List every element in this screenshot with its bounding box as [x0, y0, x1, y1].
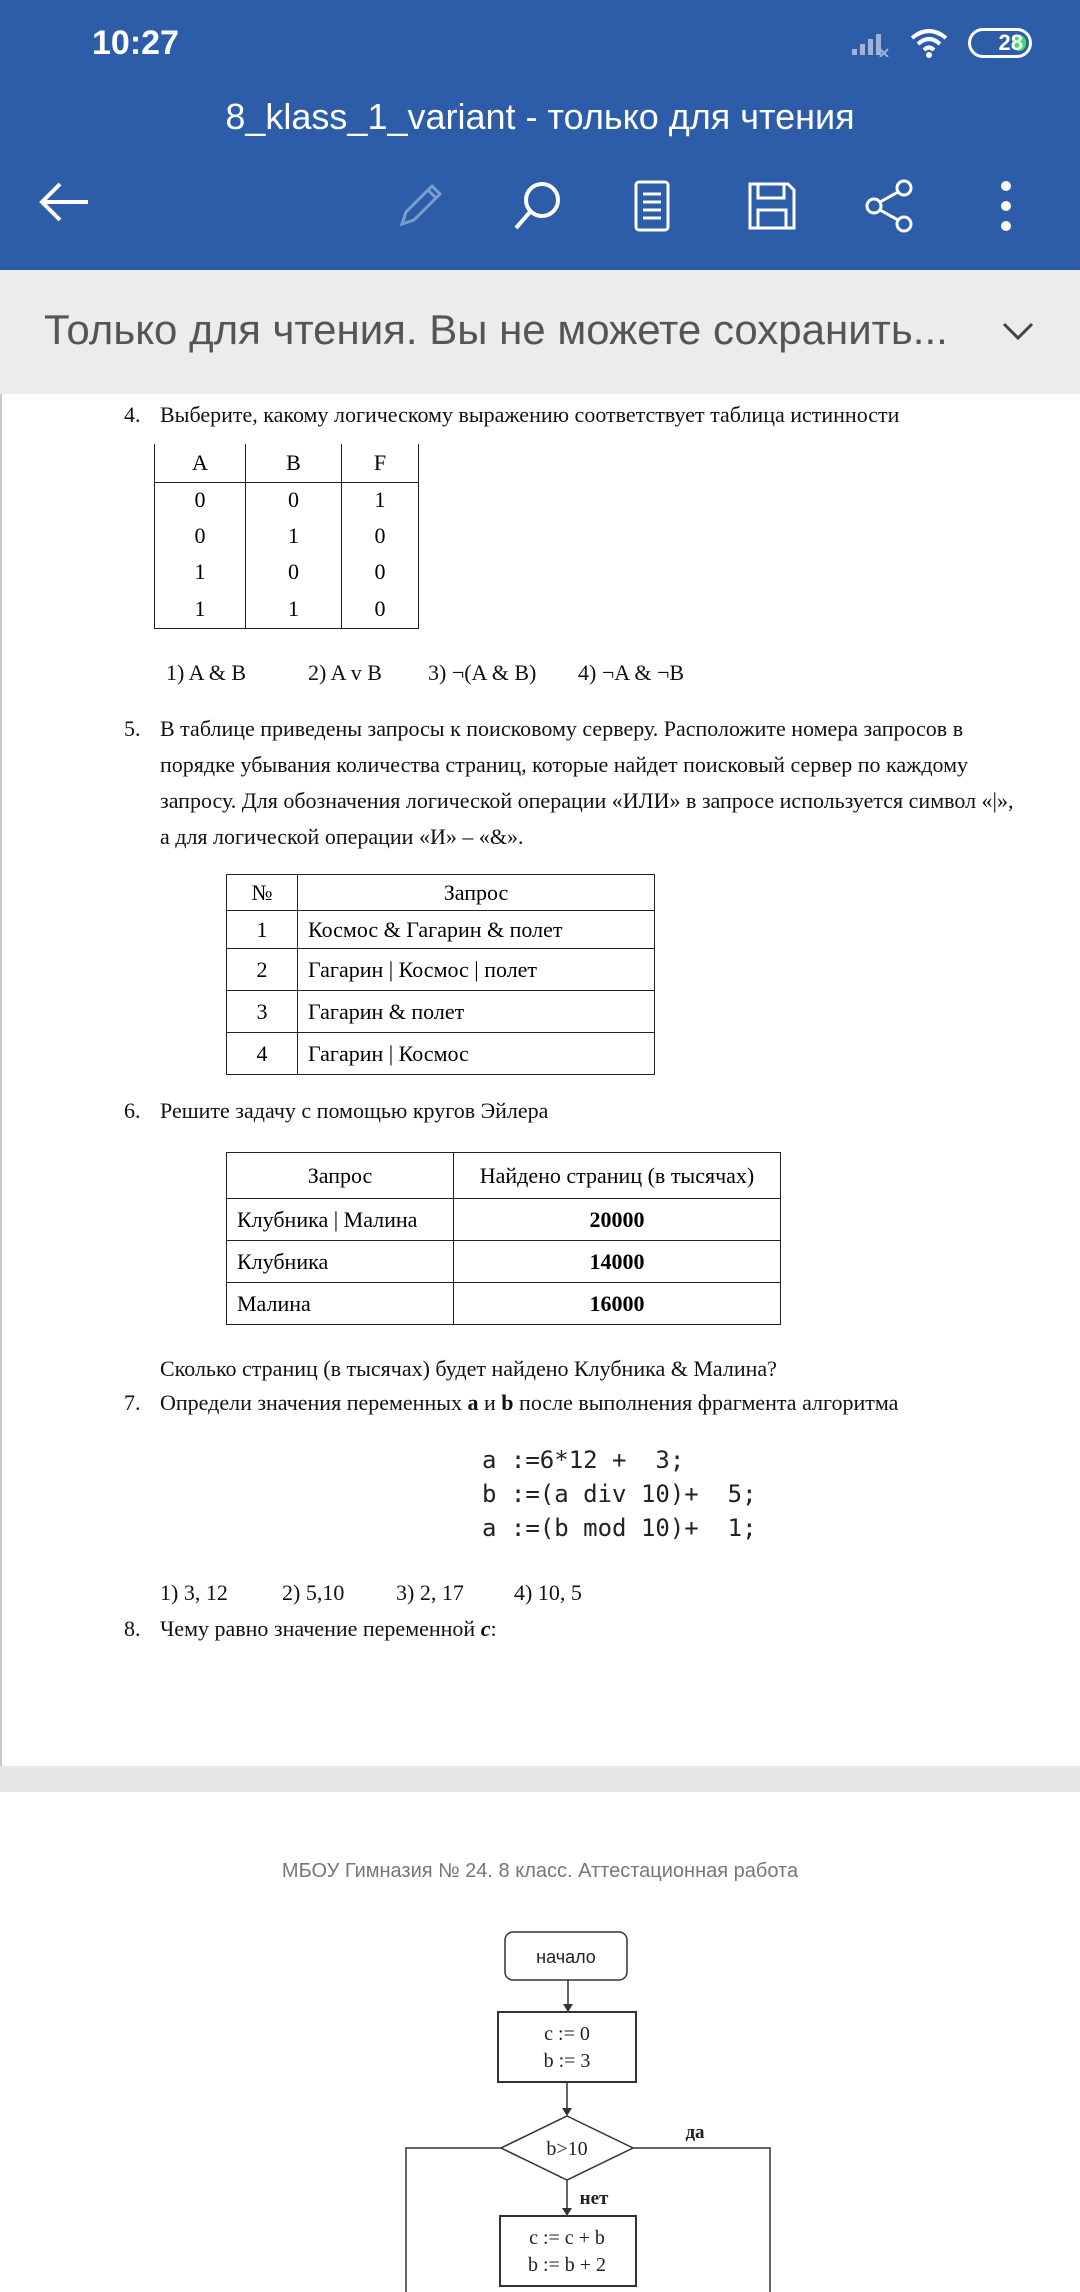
flow-no-label: нет [579, 2188, 609, 2209]
q7-text-mid: и [478, 1390, 502, 1415]
flow-start-text: начало [536, 1947, 596, 1967]
q4-truth-table [154, 444, 419, 629]
page-header-note: МБОУ Гимназия № 24. 8 класс. Аттестационная работа [281, 1860, 799, 1882]
q5-text-line: а для логической операции «И» – «&». [160, 824, 524, 849]
save-icon[interactable] [744, 178, 800, 234]
status-icons [850, 28, 1032, 58]
chevron-down-icon[interactable] [1000, 314, 1036, 350]
q6-table-cell: Малина [227, 1283, 454, 1325]
truth-table-cell: 0 [342, 554, 419, 590]
q5-table-cell: 2 [227, 949, 298, 991]
read-only-banner[interactable] [0, 270, 1080, 394]
truth-table-header: A [155, 444, 246, 482]
q6-table-cell: 16000 [454, 1283, 781, 1325]
q6-number: 6. [124, 1098, 141, 1123]
q6-table-cell: 14000 [454, 1241, 781, 1283]
flowchart [0, 1792, 1080, 2292]
status-time: 10:27 [92, 24, 179, 62]
q6-text: Решите задачу с помощью кругов Эйлера [160, 1098, 549, 1123]
q5-table-cell: 4 [227, 1033, 298, 1075]
truth-table-cell: 0 [342, 590, 419, 628]
back-arrow-icon[interactable] [36, 178, 92, 226]
flow-body-text: c := c + b [529, 2227, 605, 2249]
pencil-icon[interactable] [392, 178, 448, 234]
document-page [0, 394, 1080, 1766]
battery-indicator [968, 28, 1032, 58]
q7-answer: 3) 2, 17 [396, 1580, 464, 1605]
document-page-2 [0, 1792, 1080, 2292]
truth-table-header: B [246, 444, 342, 482]
q7-text-pre: Определи значения переменных [160, 1390, 468, 1415]
q8-text-tail: : [490, 1616, 497, 1641]
q6-table-header: Найдено страниц (в тысячах) [454, 1153, 781, 1199]
q6-table-cell: Клубника [227, 1241, 454, 1283]
truth-table-cell: 0 [246, 482, 342, 518]
app-bar [0, 0, 1080, 270]
q4-answer: 1) A & B [166, 660, 247, 685]
q6-question: Сколько страниц (в тысячах) будет найдено Клубника & Малина? [160, 1356, 777, 1381]
q5-table-header: № [227, 875, 298, 911]
flow-init-text: c := 0 [544, 2023, 590, 2045]
truth-table-cell: 0 [246, 554, 342, 590]
truth-table-cell: 1 [246, 518, 342, 554]
flow-init-text: b := 3 [543, 2050, 591, 2072]
truth-table-cell: 1 [342, 482, 419, 518]
flow-yes-label: да [685, 2122, 705, 2143]
truth-table-cell: 0 [155, 518, 246, 554]
q6-query-table [226, 1152, 781, 1325]
signal-icon [850, 29, 890, 57]
q6-table-cell: Клубника | Малина [227, 1199, 454, 1241]
q7-answer: 4) 10, 5 [514, 1580, 582, 1605]
q6-table-cell: 20000 [454, 1199, 781, 1241]
q5-text-line: запросу. Для обозначения логической операции «ИЛИ» в запросе используется символ «|», [160, 788, 1014, 813]
truth-table-cell: 1 [246, 590, 342, 628]
truth-table-cell: 1 [155, 590, 246, 628]
share-icon[interactable] [862, 178, 918, 234]
q5-table-header: Запрос [298, 875, 655, 911]
q7-text-post: после выполнения фрагмента алгоритма [513, 1390, 899, 1415]
wifi-icon [910, 28, 948, 58]
flow-condition-text: b>10 [546, 2138, 588, 2160]
truth-table-header: F [342, 444, 419, 482]
q7-answer: 2) 5,10 [282, 1580, 345, 1605]
q5-text-line: порядке убывания количества страниц, которые найдет поисковый сервер по каждому [160, 752, 969, 777]
reading-view-icon[interactable] [632, 178, 672, 234]
battery-level: 28 [998, 30, 1023, 55]
q8-var: c [480, 1616, 491, 1641]
q8-number: 8. [124, 1616, 141, 1641]
q5-table-cell: Гагарин & полет [298, 991, 655, 1033]
q5-text-line: В таблице приведены запросы к поисковому серверу. Расположите номера запросов в [160, 716, 964, 741]
q7-code-line: a :=(b mod 10)+ 1; [482, 1514, 757, 1542]
q7-var-b: b [501, 1390, 514, 1415]
q5-table-cell: Космос & Гагарин & полет [298, 911, 655, 949]
q4-answer: 2) A v B [308, 660, 382, 685]
document-title: 8_klass_1_variant - только для чтения [225, 96, 855, 137]
q7-text [160, 1390, 898, 1416]
q7-code-line: a :=6*12 + 3; [482, 1446, 685, 1474]
q4-answer: 4) ¬A & ¬B [578, 660, 685, 685]
truth-table-cell: 1 [155, 554, 246, 590]
q8-text [160, 1616, 497, 1642]
q7-number: 7. [124, 1390, 141, 1415]
more-icon[interactable] [994, 178, 1018, 234]
toolbar [0, 160, 1080, 250]
banner-text: Только для чтения. Вы не можете сохранить... [44, 306, 948, 353]
q7-var-a: a [467, 1390, 479, 1415]
q8-text-body: Чему равно значение переменной [160, 1616, 481, 1641]
truth-table-cell: 0 [155, 482, 246, 518]
flow-body-text: b := b + 2 [527, 2254, 607, 2276]
q5-table-cell: Гагарин | Космос | полет [298, 949, 655, 991]
q5-table-cell: 1 [227, 911, 298, 949]
q5-number: 5. [124, 716, 141, 741]
q7-code-line: b :=(a div 10)+ 5; [482, 1480, 757, 1508]
q4-number: 4. [124, 402, 141, 427]
q5-query-table [226, 874, 655, 1075]
q4-text: Выберите, какому логическому выражению соответствует таблица истинности [160, 402, 900, 427]
truth-table-cell: 0 [342, 518, 419, 554]
q5-table-cell: 3 [227, 991, 298, 1033]
search-icon[interactable] [510, 178, 566, 234]
q6-table-header: Запрос [227, 1153, 454, 1199]
q5-table-cell: Гагарин | Космос [298, 1033, 655, 1075]
q4-answer: 3) ¬(A & B) [428, 660, 537, 685]
q7-answer: 1) 3, 12 [160, 1580, 228, 1605]
